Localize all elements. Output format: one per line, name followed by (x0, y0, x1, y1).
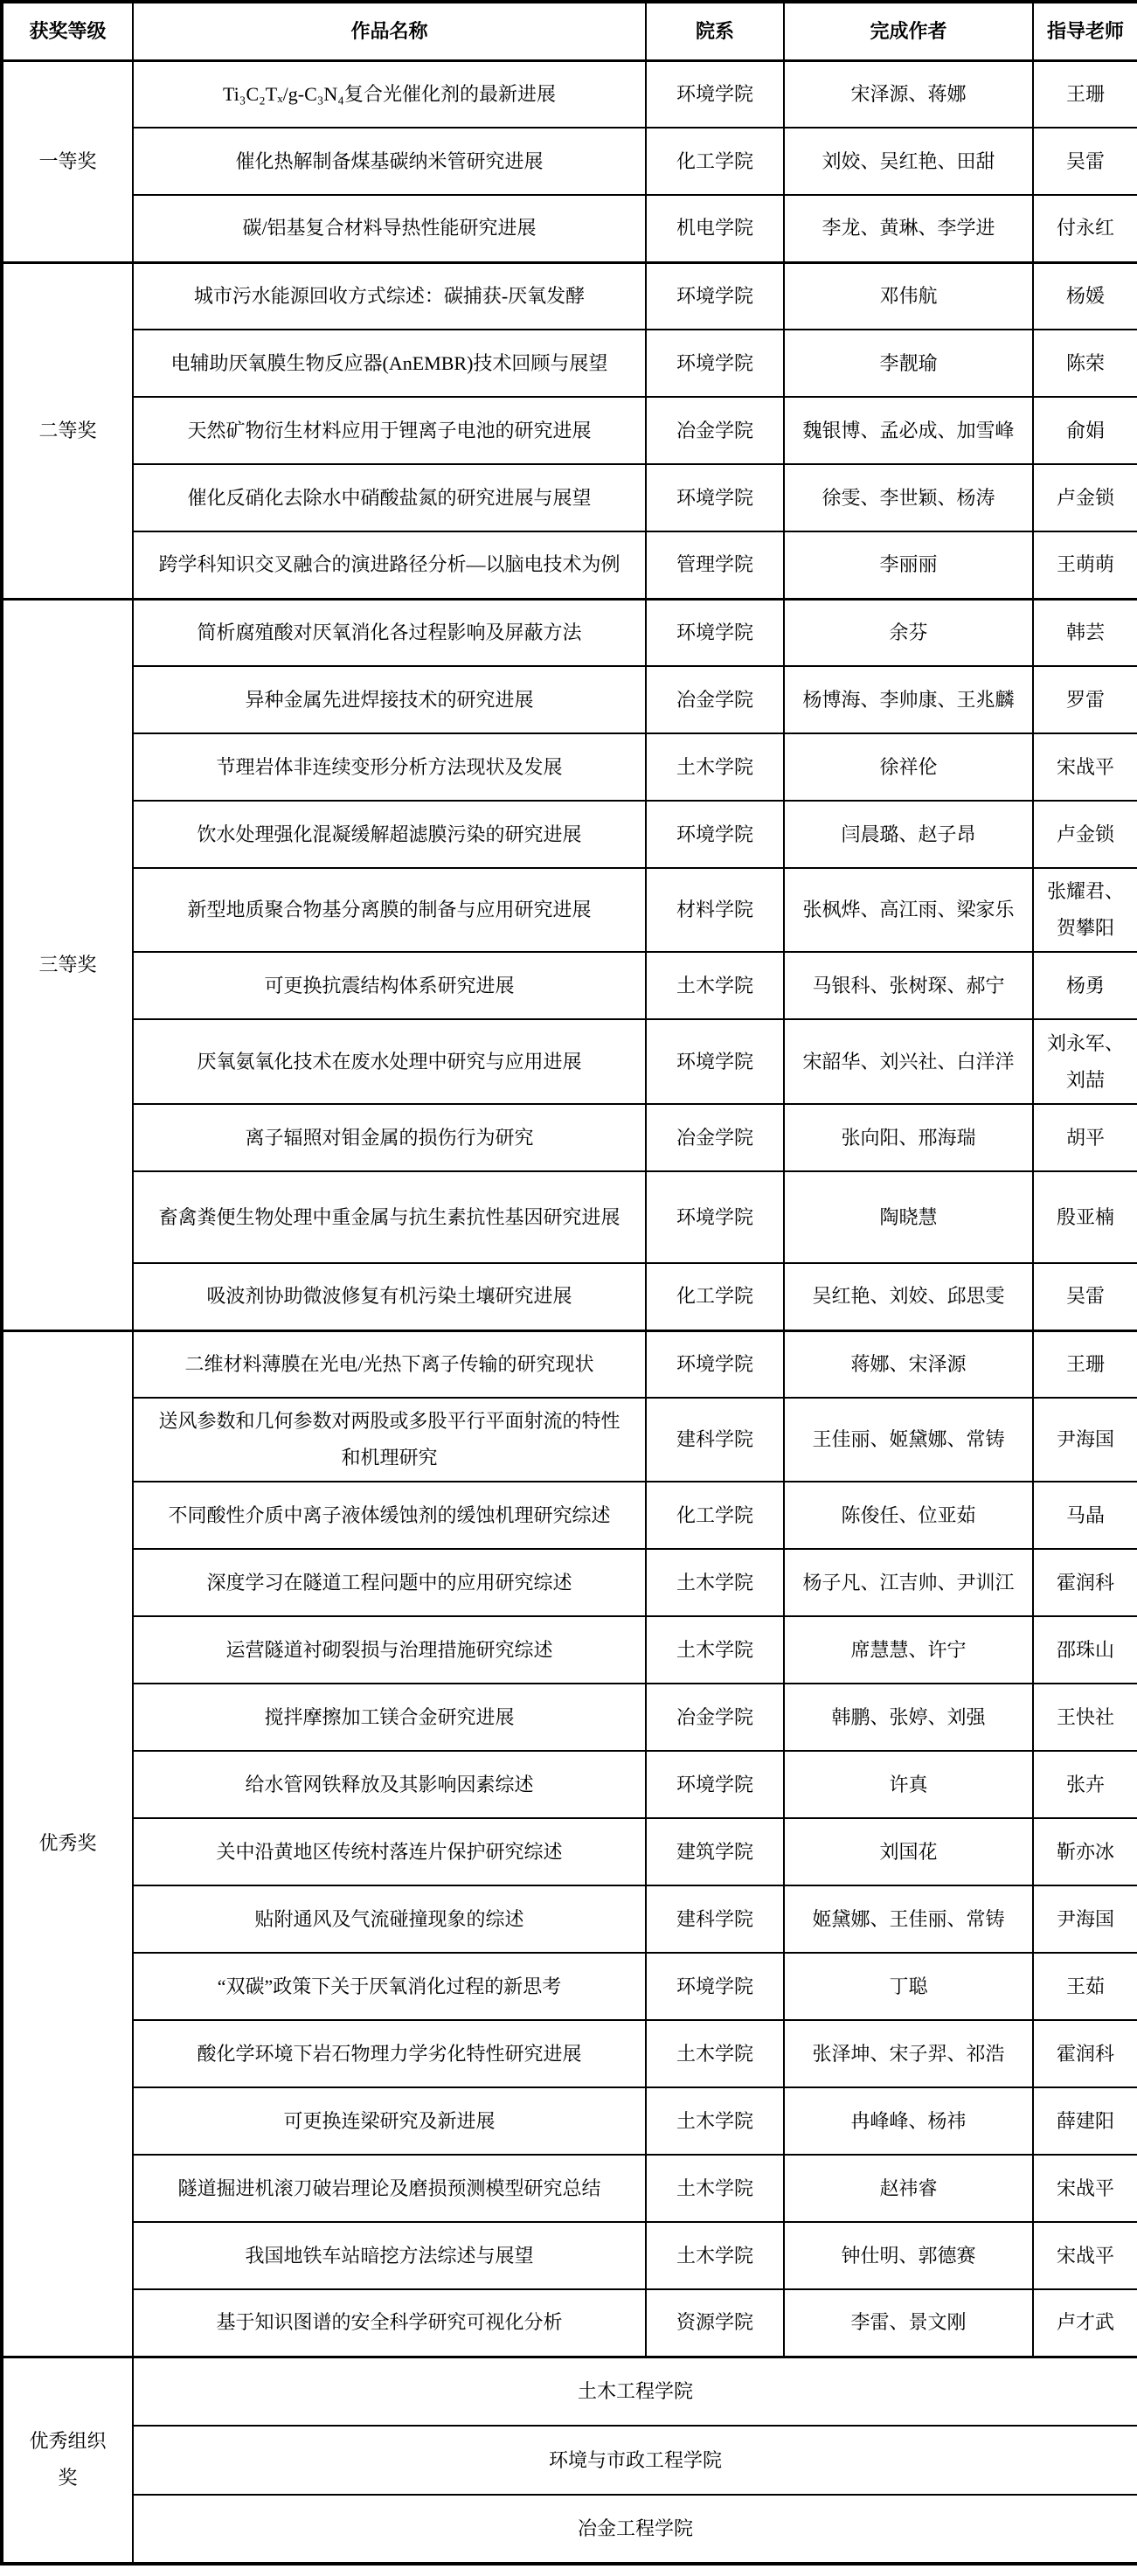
work-title-cell: 离子辐照对钼金属的损伤行为研究 (133, 1104, 646, 1171)
authors-cell: 蒋娜、宋泽源 (784, 1330, 1033, 1398)
advisor-cell: 卢金锁 (1033, 464, 1137, 531)
advisor-cell: 王茹 (1033, 1953, 1137, 2020)
work-title-cell: 催化热解制备煤基碳纳米管研究进展 (133, 128, 646, 195)
table-row (2, 1549, 1137, 1616)
department-cell: 土木学院 (646, 1616, 784, 1684)
table-row (2, 1953, 1137, 2020)
table-row (2, 1171, 1137, 1263)
table-row (2, 868, 1137, 952)
authors-cell: 赵祎睿 (784, 2155, 1033, 2222)
table-row (2, 1818, 1137, 1885)
header-row (2, 2, 1137, 60)
authors-cell: 吴红艳、刘姣、邱思雯 (784, 1263, 1033, 1330)
header-cell-work-title: 作品名称 (133, 2, 646, 60)
authors-cell: 张枫烨、高江雨、梁家乐 (784, 868, 1033, 952)
department-cell: 土木学院 (646, 2087, 784, 2155)
authors-cell: 宋韶华、刘兴社、白洋洋 (784, 1019, 1033, 1104)
authors-cell: 杨子凡、江吉帅、尹训江 (784, 1549, 1033, 1616)
work-title-cell: 送风参数和几何参数对两股或多股平行平面射流的特性和机理研究 (133, 1398, 646, 1482)
authors-cell: 陈俊任、位亚茹 (784, 1482, 1033, 1549)
award-level-cell: 三等奖 (2, 599, 133, 1330)
org-college-cell: 环境与市政工程学院 (133, 2426, 1137, 2495)
authors-cell: 李靓瑜 (784, 330, 1033, 397)
table-row (2, 195, 1137, 262)
advisor-cell: 霍润科 (1033, 2020, 1137, 2087)
authors-cell: 徐雯、李世颖、杨涛 (784, 464, 1033, 531)
advisor-cell: 陈荣 (1033, 330, 1137, 397)
work-title-cell: 碳/铝基复合材料导热性能研究进展 (133, 195, 646, 262)
department-cell: 土木学院 (646, 1549, 784, 1616)
department-cell: 环境学院 (646, 464, 784, 531)
table-row (2, 2426, 1137, 2495)
department-cell: 环境学院 (646, 1953, 784, 2020)
department-cell: 土木学院 (646, 2020, 784, 2087)
authors-cell: 邓伟航 (784, 262, 1033, 330)
table-header (2, 2, 1137, 60)
work-title-cell: 可更换连梁研究及新进展 (133, 2087, 646, 2155)
authors-cell: 钟仕明、郭德赛 (784, 2222, 1033, 2289)
table-row (2, 128, 1137, 195)
work-title-cell: 天然矿物衍生材料应用于锂离子电池的研究进展 (133, 397, 646, 464)
advisor-cell: 王珊 (1033, 1330, 1137, 1398)
table-row (2, 2495, 1137, 2564)
authors-cell: 李龙、黄琳、李学进 (784, 195, 1033, 262)
work-title-cell: 简析腐殖酸对厌氧消化各过程影响及屏蔽方法 (133, 599, 646, 666)
advisor-cell: 王珊 (1033, 60, 1137, 128)
department-cell: 环境学院 (646, 1019, 784, 1104)
work-title-cell: 基于知识图谱的安全科学研究可视化分析 (133, 2289, 646, 2357)
table-row (2, 2020, 1137, 2087)
header-cell-advisor: 指导老师 (1033, 2, 1137, 60)
table-row (2, 1330, 1137, 1398)
table-row (2, 733, 1137, 801)
work-title-cell: 异种金属先进焊接技术的研究进展 (133, 666, 646, 733)
advisor-cell: 吴雷 (1033, 128, 1137, 195)
department-cell: 环境学院 (646, 1171, 784, 1263)
work-title-cell: 搅拌摩擦加工镁合金研究进展 (133, 1684, 646, 1751)
authors-cell: 李丽丽 (784, 531, 1033, 599)
header-cell-department: 院系 (646, 2, 784, 60)
authors-cell: 刘姣、吴红艳、田甜 (784, 128, 1033, 195)
department-cell: 化工学院 (646, 1263, 784, 1330)
authors-cell: 徐祥伦 (784, 733, 1033, 801)
advisor-cell: 王快社 (1033, 1684, 1137, 1751)
authors-cell: 冉峰峰、杨祎 (784, 2087, 1033, 2155)
header-cell-authors: 完成作者 (784, 2, 1033, 60)
department-cell: 化工学院 (646, 1482, 784, 1549)
table-row (2, 952, 1137, 1019)
department-cell: 环境学院 (646, 262, 784, 330)
department-cell: 环境学院 (646, 1751, 784, 1818)
work-title-cell: 新型地质聚合物基分离膜的制备与应用研究进展 (133, 868, 646, 952)
advisor-cell: 尹海国 (1033, 1885, 1137, 1953)
table-row (2, 1398, 1137, 1482)
work-title-cell: 吸波剂协助微波修复有机污染土壤研究进展 (133, 1263, 646, 1330)
authors-cell: 余芬 (784, 599, 1033, 666)
advisor-cell: 张卉 (1033, 1751, 1137, 1818)
table-row (2, 2357, 1137, 2426)
advisor-cell: 杨勇 (1033, 952, 1137, 1019)
work-title-cell: 电辅助厌氧膜生物反应器(AnEMBR)技术回顾与展望 (133, 330, 646, 397)
award-section (2, 599, 1137, 1330)
table-row (2, 1684, 1137, 1751)
award-section (2, 262, 1137, 599)
table-row (2, 1104, 1137, 1171)
work-title-cell: 城市污水能源回收方式综述：碳捕获-厌氧发酵 (133, 262, 646, 330)
department-cell: 环境学院 (646, 60, 784, 128)
work-title-cell: 贴附通风及气流碰撞现象的综述 (133, 1885, 646, 1953)
authors-cell: 宋泽源、蒋娜 (784, 60, 1033, 128)
advisor-cell: 胡平 (1033, 1104, 1137, 1171)
table-row (2, 801, 1137, 868)
department-cell: 冶金学院 (646, 1104, 784, 1171)
advisor-cell: 卢才武 (1033, 2289, 1137, 2357)
advisor-cell: 吴雷 (1033, 1263, 1137, 1330)
department-cell: 材料学院 (646, 868, 784, 952)
department-cell: 建科学院 (646, 1885, 784, 1953)
department-cell: 环境学院 (646, 330, 784, 397)
department-cell: 冶金学院 (646, 397, 784, 464)
advisor-cell: 王萌萌 (1033, 531, 1137, 599)
authors-cell: 李雷、景文刚 (784, 2289, 1033, 2357)
award-level-cell: 一等奖 (2, 60, 133, 262)
table-row (2, 60, 1137, 128)
work-title-cell: “双碳”政策下关于厌氧消化过程的新思考 (133, 1953, 646, 2020)
authors-cell: 张向阳、邢海瑞 (784, 1104, 1033, 1171)
authors-cell: 许真 (784, 1751, 1033, 1818)
advisor-cell: 薛建阳 (1033, 2087, 1137, 2155)
advisor-cell: 罗雷 (1033, 666, 1137, 733)
work-title-cell: 节理岩体非连续变形分析方法现状及发展 (133, 733, 646, 801)
department-cell: 冶金学院 (646, 1684, 784, 1751)
table-row (2, 666, 1137, 733)
authors-cell: 席慧慧、许宁 (784, 1616, 1033, 1684)
advisor-cell: 卢金锁 (1033, 801, 1137, 868)
award-section (2, 1330, 1137, 2357)
work-title-cell: 不同酸性介质中离子液体缓蚀剂的缓蚀机理研究综述 (133, 1482, 646, 1549)
department-cell: 土木学院 (646, 733, 784, 801)
department-cell: 建科学院 (646, 1398, 784, 1482)
department-cell: 土木学院 (646, 2155, 784, 2222)
authors-cell: 韩鹏、张婷、刘强 (784, 1684, 1033, 1751)
work-title-cell: 催化反硝化去除水中硝酸盐氮的研究进展与展望 (133, 464, 646, 531)
work-title-cell: Ti₃C₂Tₓ/g-C₃N₄复合光催化剂的最新进展 (133, 60, 646, 128)
table-row (2, 397, 1137, 464)
department-cell: 土木学院 (646, 952, 784, 1019)
table-row (2, 330, 1137, 397)
work-title-cell: 酸化学环境下岩石物理力学劣化特性研究进展 (133, 2020, 646, 2087)
org-college-cell: 冶金工程学院 (133, 2495, 1137, 2564)
authors-cell: 姬黛娜、王佳丽、常铸 (784, 1885, 1033, 1953)
award-section (2, 60, 1137, 262)
advisor-cell: 靳亦冰 (1033, 1818, 1137, 1885)
authors-cell: 魏银博、孟必成、加雪峰 (784, 397, 1033, 464)
work-title-cell: 给水管网铁释放及其影响因素综述 (133, 1751, 646, 1818)
authors-cell: 刘国花 (784, 1818, 1033, 1885)
header-cell-award-level: 获奖等级 (2, 2, 133, 60)
advisor-cell: 宋战平 (1033, 2155, 1137, 2222)
table-row (2, 531, 1137, 599)
authors-cell: 王佳丽、姬黛娜、常铸 (784, 1398, 1033, 1482)
work-title-cell: 运营隧道衬砌裂损与治理措施研究综述 (133, 1616, 646, 1684)
table-row (2, 1263, 1137, 1330)
advisor-cell: 刘永军、刘喆 (1033, 1019, 1137, 1104)
table-row (2, 1616, 1137, 1684)
work-title-cell: 关中沿黄地区传统村落连片保护研究综述 (133, 1818, 646, 1885)
award-level-cell: 优秀组织奖 (2, 2357, 133, 2564)
department-cell: 环境学院 (646, 801, 784, 868)
department-cell: 化工学院 (646, 128, 784, 195)
department-cell: 机电学院 (646, 195, 784, 262)
advisor-cell: 付永红 (1033, 195, 1137, 262)
department-cell: 环境学院 (646, 1330, 784, 1398)
advisor-cell: 宋战平 (1033, 733, 1137, 801)
table-row (2, 2155, 1137, 2222)
advisor-cell: 邵珠山 (1033, 1616, 1137, 1684)
table-row (2, 2289, 1137, 2357)
work-title-cell: 隧道掘进机滚刀破岩理论及磨损预测模型研究总结 (133, 2155, 646, 2222)
award-section (2, 2357, 1137, 2564)
table-row (2, 1885, 1137, 1953)
work-title-cell: 厌氧氨氧化技术在废水处理中研究与应用进展 (133, 1019, 646, 1104)
work-title-cell: 我国地铁车站暗挖方法综述与展望 (133, 2222, 646, 2289)
work-title-cell: 畜禽粪便生物处理中重金属与抗生素抗性基因研究进展 (133, 1171, 646, 1263)
table-row (2, 1482, 1137, 1549)
advisor-cell: 宋战平 (1033, 2222, 1137, 2289)
advisor-cell: 张耀君、贺攀阳 (1033, 868, 1137, 952)
table-row (2, 2087, 1137, 2155)
table-row (2, 1751, 1137, 1818)
work-title-cell: 饮水处理强化混凝缓解超滤膜污染的研究进展 (133, 801, 646, 868)
authors-cell: 丁聪 (784, 1953, 1033, 2020)
authors-cell: 闫晨璐、赵子昂 (784, 801, 1033, 868)
work-title-cell: 跨学科知识交叉融合的演进路径分析—以脑电技术为例 (133, 531, 646, 599)
award-level-cell: 二等奖 (2, 262, 133, 599)
table-row (2, 262, 1137, 330)
advisor-cell: 霍润科 (1033, 1549, 1137, 1616)
advisor-cell: 韩芸 (1033, 599, 1137, 666)
authors-cell: 杨博海、李帅康、王兆麟 (784, 666, 1033, 733)
department-cell: 资源学院 (646, 2289, 784, 2357)
authors-cell: 马银科、张树琛、郝宁 (784, 952, 1033, 1019)
work-title-cell: 深度学习在隧道工程问题中的应用研究综述 (133, 1549, 646, 1616)
work-title-cell: 二维材料薄膜在光电/光热下离子传输的研究现状 (133, 1330, 646, 1398)
advisor-cell: 马晶 (1033, 1482, 1137, 1549)
advisor-cell: 杨媛 (1033, 262, 1137, 330)
award-level-cell: 优秀奖 (2, 1330, 133, 2357)
table-row (2, 2222, 1137, 2289)
table-row (2, 1019, 1137, 1104)
table-row (2, 599, 1137, 666)
authors-cell: 张泽坤、宋子羿、祁浩 (784, 2020, 1033, 2087)
department-cell: 建筑学院 (646, 1818, 784, 1885)
department-cell: 冶金学院 (646, 666, 784, 733)
org-college-cell: 土木工程学院 (133, 2357, 1137, 2426)
table-row (2, 464, 1137, 531)
authors-cell: 陶晓慧 (784, 1171, 1033, 1263)
department-cell: 土木学院 (646, 2222, 784, 2289)
work-title-cell: 可更换抗震结构体系研究进展 (133, 952, 646, 1019)
advisor-cell: 尹海国 (1033, 1398, 1137, 1482)
department-cell: 环境学院 (646, 599, 784, 666)
department-cell: 管理学院 (646, 531, 784, 599)
advisor-cell: 俞娟 (1033, 397, 1137, 464)
advisor-cell: 殷亚楠 (1033, 1171, 1137, 1263)
